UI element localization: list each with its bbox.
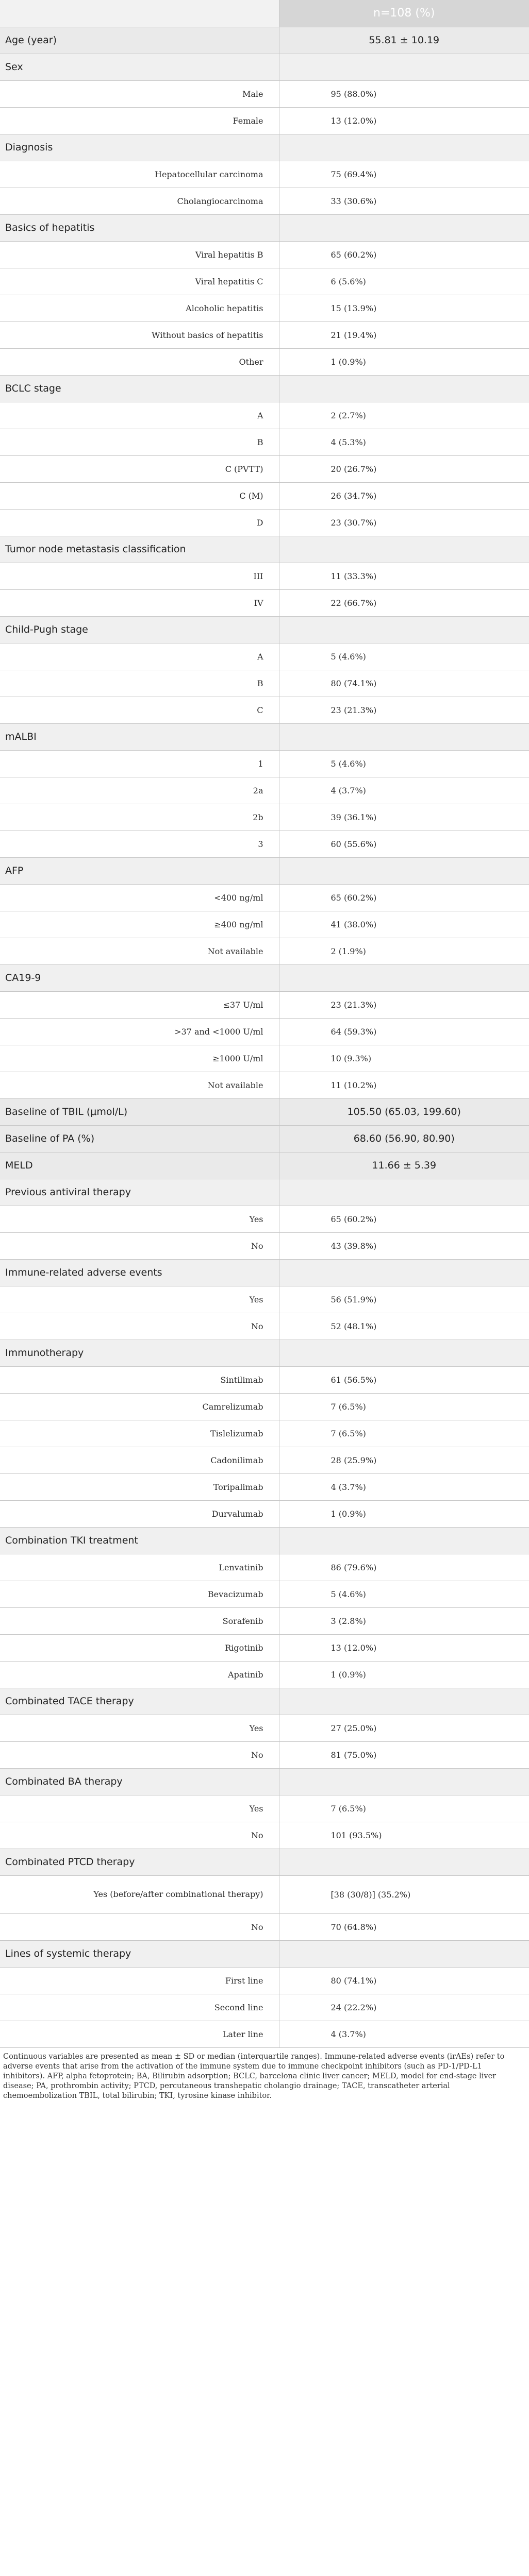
- summary-row: [0, 1098, 529, 1125]
- row-value: 39 (36.1%): [279, 804, 529, 831]
- section-label: Previous antiviral therapy: [0, 1179, 279, 1206]
- row-value: 10 (9.3%): [279, 1045, 529, 1072]
- table-footnote: Continuous variables are presented as mean ± SD or median (interquartile ranges). Immune-related adverse events (irAEs) refer to adverse events that arise from the activation of the immune system due to immune checkpoint inhibitors (such as PD-1/PD-L1 inhibitors). AFP, alpha fetoprotein; BA, Bilirubin adsorption; BCLC, barcelona clinic liver cancer; MELD, model for end-stage liver disease; PA, prothrombin activity; PTCD, percutaneous transhepatic cholangio drainage; TACE, transcatheter arterial chemoembolization TBIL, total bilirubin; TKI, tyrosine kinase inhibitor.: [3, 2052, 505, 2100]
- row-label: Later line: [0, 2021, 279, 2047]
- row-label: ≥400 ng/ml: [0, 911, 279, 938]
- table-row: [0, 1420, 529, 1447]
- row-value: 15 (13.9%): [279, 295, 529, 321]
- row-value: 11 (33.3%): [279, 563, 529, 589]
- row-value: 65 (60.2%): [279, 241, 529, 268]
- table-row: [0, 1473, 529, 1500]
- table-row: [0, 429, 529, 455]
- row-value: 75 (69.4%): [279, 161, 529, 188]
- table-row: [0, 750, 529, 777]
- table-row: [0, 455, 529, 482]
- table-row: [0, 777, 529, 804]
- table-row: [0, 1232, 529, 1259]
- table-row: [0, 1554, 529, 1581]
- section-row: [0, 134, 529, 161]
- row-value: [279, 723, 529, 750]
- row-label: Second line: [0, 1994, 279, 2021]
- row-value: 65 (60.2%): [279, 1206, 529, 1232]
- section-label: Basics of hepatitis: [0, 214, 279, 241]
- row-label: Yes: [0, 1206, 279, 1232]
- row-value: [279, 54, 529, 80]
- row-label: MELD: [0, 1152, 279, 1179]
- row-label: III: [0, 563, 279, 589]
- row-value: 27 (25.0%): [279, 1715, 529, 1741]
- row-label: Sorafenib: [0, 1607, 279, 1634]
- row-label: No: [0, 1232, 279, 1259]
- row-label: C (PVTT): [0, 455, 279, 482]
- row-value: [279, 1849, 529, 1875]
- row-label: C: [0, 697, 279, 723]
- row-value: 64 (59.3%): [279, 1018, 529, 1045]
- row-value: 11 (10.2%): [279, 1072, 529, 1098]
- row-value: 7 (6.5%): [279, 1393, 529, 1420]
- row-value: 5 (4.6%): [279, 1581, 529, 1607]
- row-value: 23 (30.7%): [279, 509, 529, 536]
- table-row: [0, 1018, 529, 1045]
- row-value: 11.66 ± 5.39: [279, 1152, 529, 1179]
- section-label: CA19-9: [0, 964, 279, 991]
- table-row: [0, 563, 529, 589]
- row-value: [279, 134, 529, 161]
- table-row: [0, 2021, 529, 2047]
- table-row: [0, 804, 529, 831]
- section-row: [0, 1688, 529, 1715]
- table-row: [0, 268, 529, 295]
- table-row: [0, 188, 529, 214]
- row-value: [279, 857, 529, 884]
- row-value: 41 (38.0%): [279, 911, 529, 938]
- summary-row: [0, 1152, 529, 1179]
- section-row: [0, 536, 529, 563]
- row-label: Rigotinib: [0, 1634, 279, 1661]
- table-row: [0, 1634, 529, 1661]
- row-label: Yes: [0, 1286, 279, 1313]
- row-value: [279, 1768, 529, 1795]
- row-value: 2 (2.7%): [279, 402, 529, 429]
- table-row: [0, 1913, 529, 1940]
- row-value: [279, 1940, 529, 1967]
- row-value: 80 (74.1%): [279, 1967, 529, 1994]
- row-label: B: [0, 429, 279, 455]
- section-row: [0, 214, 529, 241]
- row-value: 1 (0.9%): [279, 1661, 529, 1688]
- table-row: [0, 1045, 529, 1072]
- row-label: ≤37 U/ml: [0, 991, 279, 1018]
- row-label: Lenvatinib: [0, 1554, 279, 1581]
- row-label: IV: [0, 589, 279, 616]
- row-label: Camrelizumab: [0, 1393, 279, 1420]
- row-value: [279, 1340, 529, 1366]
- table-row: [0, 80, 529, 107]
- row-label: No: [0, 1313, 279, 1340]
- section-label: Immunotherapy: [0, 1340, 279, 1366]
- row-value: 60 (55.6%): [279, 831, 529, 857]
- table-row: [0, 402, 529, 429]
- row-value: 43 (39.8%): [279, 1232, 529, 1259]
- row-value: 20 (26.7%): [279, 455, 529, 482]
- header-variable-cell: [0, 0, 279, 27]
- row-label: Yes (before/after combinational therapy): [0, 1875, 279, 1913]
- row-label: Female: [0, 107, 279, 134]
- row-label: Durvalumab: [0, 1500, 279, 1527]
- row-value: [279, 616, 529, 643]
- row-value: 4 (3.7%): [279, 1473, 529, 1500]
- row-label: Not available: [0, 938, 279, 964]
- row-label: Viral hepatitis B: [0, 241, 279, 268]
- row-value: [279, 1179, 529, 1206]
- row-label: Toripalimab: [0, 1473, 279, 1500]
- section-label: Immune-related adverse events: [0, 1259, 279, 1286]
- table-row: [0, 1715, 529, 1741]
- section-row: [0, 1179, 529, 1206]
- row-label: C (M): [0, 482, 279, 509]
- section-row: [0, 616, 529, 643]
- table-row: [0, 241, 529, 268]
- row-label: >37 and <1000 U/ml: [0, 1018, 279, 1045]
- row-label: First line: [0, 1967, 279, 1994]
- row-value: 1 (0.9%): [279, 348, 529, 375]
- section-row: [0, 1340, 529, 1366]
- row-label: A: [0, 643, 279, 670]
- row-label: Hepatocellular carcinoma: [0, 161, 279, 188]
- section-label: Combinated BA therapy: [0, 1768, 279, 1795]
- table-row: [0, 938, 529, 964]
- row-value: 5 (4.6%): [279, 750, 529, 777]
- header-n-cell: n=108 (%): [279, 0, 529, 27]
- row-label: Baseline of TBIL (μmol/L): [0, 1098, 279, 1125]
- row-label: No: [0, 1741, 279, 1768]
- row-value: [279, 536, 529, 563]
- table-row: [0, 1795, 529, 1822]
- row-label: Yes: [0, 1795, 279, 1822]
- row-label: Tislelizumab: [0, 1420, 279, 1447]
- section-label: Tumor node metastasis classification: [0, 536, 279, 563]
- row-value: 65 (60.2%): [279, 884, 529, 911]
- row-label: No: [0, 1822, 279, 1849]
- row-label: A: [0, 402, 279, 429]
- row-label: 2b: [0, 804, 279, 831]
- row-value: 2 (1.9%): [279, 938, 529, 964]
- table-row: [0, 1875, 529, 1913]
- row-value: 80 (74.1%): [279, 670, 529, 697]
- row-value: 61 (56.5%): [279, 1366, 529, 1393]
- table-row: [0, 643, 529, 670]
- row-value: [279, 375, 529, 402]
- row-label: Apatinib: [0, 1661, 279, 1688]
- row-label: Male: [0, 80, 279, 107]
- table-row: [0, 482, 529, 509]
- table-row: [0, 1500, 529, 1527]
- row-value: 4 (3.7%): [279, 2021, 529, 2047]
- section-row: [0, 723, 529, 750]
- row-value: 81 (75.0%): [279, 1741, 529, 1768]
- table-header-row: [0, 0, 529, 27]
- table-row: [0, 295, 529, 321]
- row-value: [279, 1688, 529, 1715]
- row-label: Age (year): [0, 27, 279, 54]
- row-value: [279, 964, 529, 991]
- row-value: 26 (34.7%): [279, 482, 529, 509]
- table-row: [0, 1661, 529, 1688]
- summary-row: [0, 1125, 529, 1152]
- section-row: [0, 1768, 529, 1795]
- row-label: ≥1000 U/ml: [0, 1045, 279, 1072]
- table-row: [0, 107, 529, 134]
- row-label: Viral hepatitis C: [0, 268, 279, 295]
- section-row: [0, 964, 529, 991]
- row-label: Other: [0, 348, 279, 375]
- row-value: 24 (22.2%): [279, 1994, 529, 2021]
- row-value: 6 (5.6%): [279, 268, 529, 295]
- row-label: Baseline of PA (%): [0, 1125, 279, 1152]
- table-row: [0, 348, 529, 375]
- table-row: [0, 509, 529, 536]
- row-value: 13 (12.0%): [279, 107, 529, 134]
- row-value: [279, 214, 529, 241]
- row-value: 3 (2.8%): [279, 1607, 529, 1634]
- table-row: [0, 991, 529, 1018]
- section-row: [0, 1259, 529, 1286]
- row-value: 86 (79.6%): [279, 1554, 529, 1581]
- row-value: 33 (30.6%): [279, 188, 529, 214]
- row-value: 1 (0.9%): [279, 1500, 529, 1527]
- row-value: [38 (30/8)] (35.2%): [279, 1875, 529, 1913]
- section-label: Combinated PTCD therapy: [0, 1849, 279, 1875]
- table-row: [0, 161, 529, 188]
- row-value: [279, 1259, 529, 1286]
- row-value: 23 (21.3%): [279, 697, 529, 723]
- table-row: [0, 884, 529, 911]
- row-value: 21 (19.4%): [279, 321, 529, 348]
- table-row: [0, 1741, 529, 1768]
- section-label: Child-Pugh stage: [0, 616, 279, 643]
- row-label: D: [0, 509, 279, 536]
- row-label: 2a: [0, 777, 279, 804]
- table-row: [0, 1822, 529, 1849]
- section-label: BCLC stage: [0, 375, 279, 402]
- table-row: [0, 1581, 529, 1607]
- table-row: [0, 670, 529, 697]
- row-label: Bevacizumab: [0, 1581, 279, 1607]
- row-value: 22 (66.7%): [279, 589, 529, 616]
- table-row: [0, 1072, 529, 1098]
- table-row: [0, 589, 529, 616]
- row-label: B: [0, 670, 279, 697]
- section-label: AFP: [0, 857, 279, 884]
- section-row: [0, 1940, 529, 1967]
- section-label: Combinated TACE therapy: [0, 1688, 279, 1715]
- table-row: [0, 1313, 529, 1340]
- row-value: 13 (12.0%): [279, 1634, 529, 1661]
- row-value: 95 (88.0%): [279, 80, 529, 107]
- row-value: 70 (64.8%): [279, 1913, 529, 1940]
- table-row: [0, 1366, 529, 1393]
- row-label: Yes: [0, 1715, 279, 1741]
- row-label: Not available: [0, 1072, 279, 1098]
- row-label: Alcoholic hepatitis: [0, 295, 279, 321]
- section-label: mALBI: [0, 723, 279, 750]
- row-value: 7 (6.5%): [279, 1795, 529, 1822]
- row-value: 55.81 ± 10.19: [279, 27, 529, 54]
- table-row: [0, 1994, 529, 2021]
- table-row: [0, 1967, 529, 1994]
- table-row: [0, 1607, 529, 1634]
- row-label: Cholangiocarcinoma: [0, 188, 279, 214]
- row-label: Without basics of hepatitis: [0, 321, 279, 348]
- table-row: [0, 697, 529, 723]
- row-value: 105.50 (65.03, 199.60): [279, 1098, 529, 1125]
- row-label: No: [0, 1913, 279, 1940]
- section-row: [0, 1527, 529, 1554]
- summary-row: [0, 27, 529, 54]
- section-row: [0, 54, 529, 80]
- table-row: [0, 1206, 529, 1232]
- row-value: 5 (4.6%): [279, 643, 529, 670]
- row-value: [279, 1527, 529, 1554]
- row-value: 23 (21.3%): [279, 991, 529, 1018]
- row-value: 68.60 (56.90, 80.90): [279, 1125, 529, 1152]
- row-value: 4 (3.7%): [279, 777, 529, 804]
- row-value: 101 (93.5%): [279, 1822, 529, 1849]
- table-body: [0, 27, 529, 2047]
- table-row: [0, 1393, 529, 1420]
- row-label: Sintilimab: [0, 1366, 279, 1393]
- table-row: [0, 1286, 529, 1313]
- row-label: 3: [0, 831, 279, 857]
- section-label: Diagnosis: [0, 134, 279, 161]
- row-label: 1: [0, 750, 279, 777]
- section-label: Sex: [0, 54, 279, 80]
- row-value: 7 (6.5%): [279, 1420, 529, 1447]
- section-row: [0, 1849, 529, 1875]
- section-row: [0, 375, 529, 402]
- section-label: Combination TKI treatment: [0, 1527, 279, 1554]
- table-row: [0, 1447, 529, 1473]
- row-label: <400 ng/ml: [0, 884, 279, 911]
- row-value: 4 (5.3%): [279, 429, 529, 455]
- row-value: 52 (48.1%): [279, 1313, 529, 1340]
- row-label: Cadonilimab: [0, 1447, 279, 1473]
- table-row: [0, 321, 529, 348]
- row-value: 56 (51.9%): [279, 1286, 529, 1313]
- section-row: [0, 857, 529, 884]
- table-row: [0, 911, 529, 938]
- table-row: [0, 831, 529, 857]
- section-label: Lines of systemic therapy: [0, 1940, 279, 1967]
- row-value: 28 (25.9%): [279, 1447, 529, 1473]
